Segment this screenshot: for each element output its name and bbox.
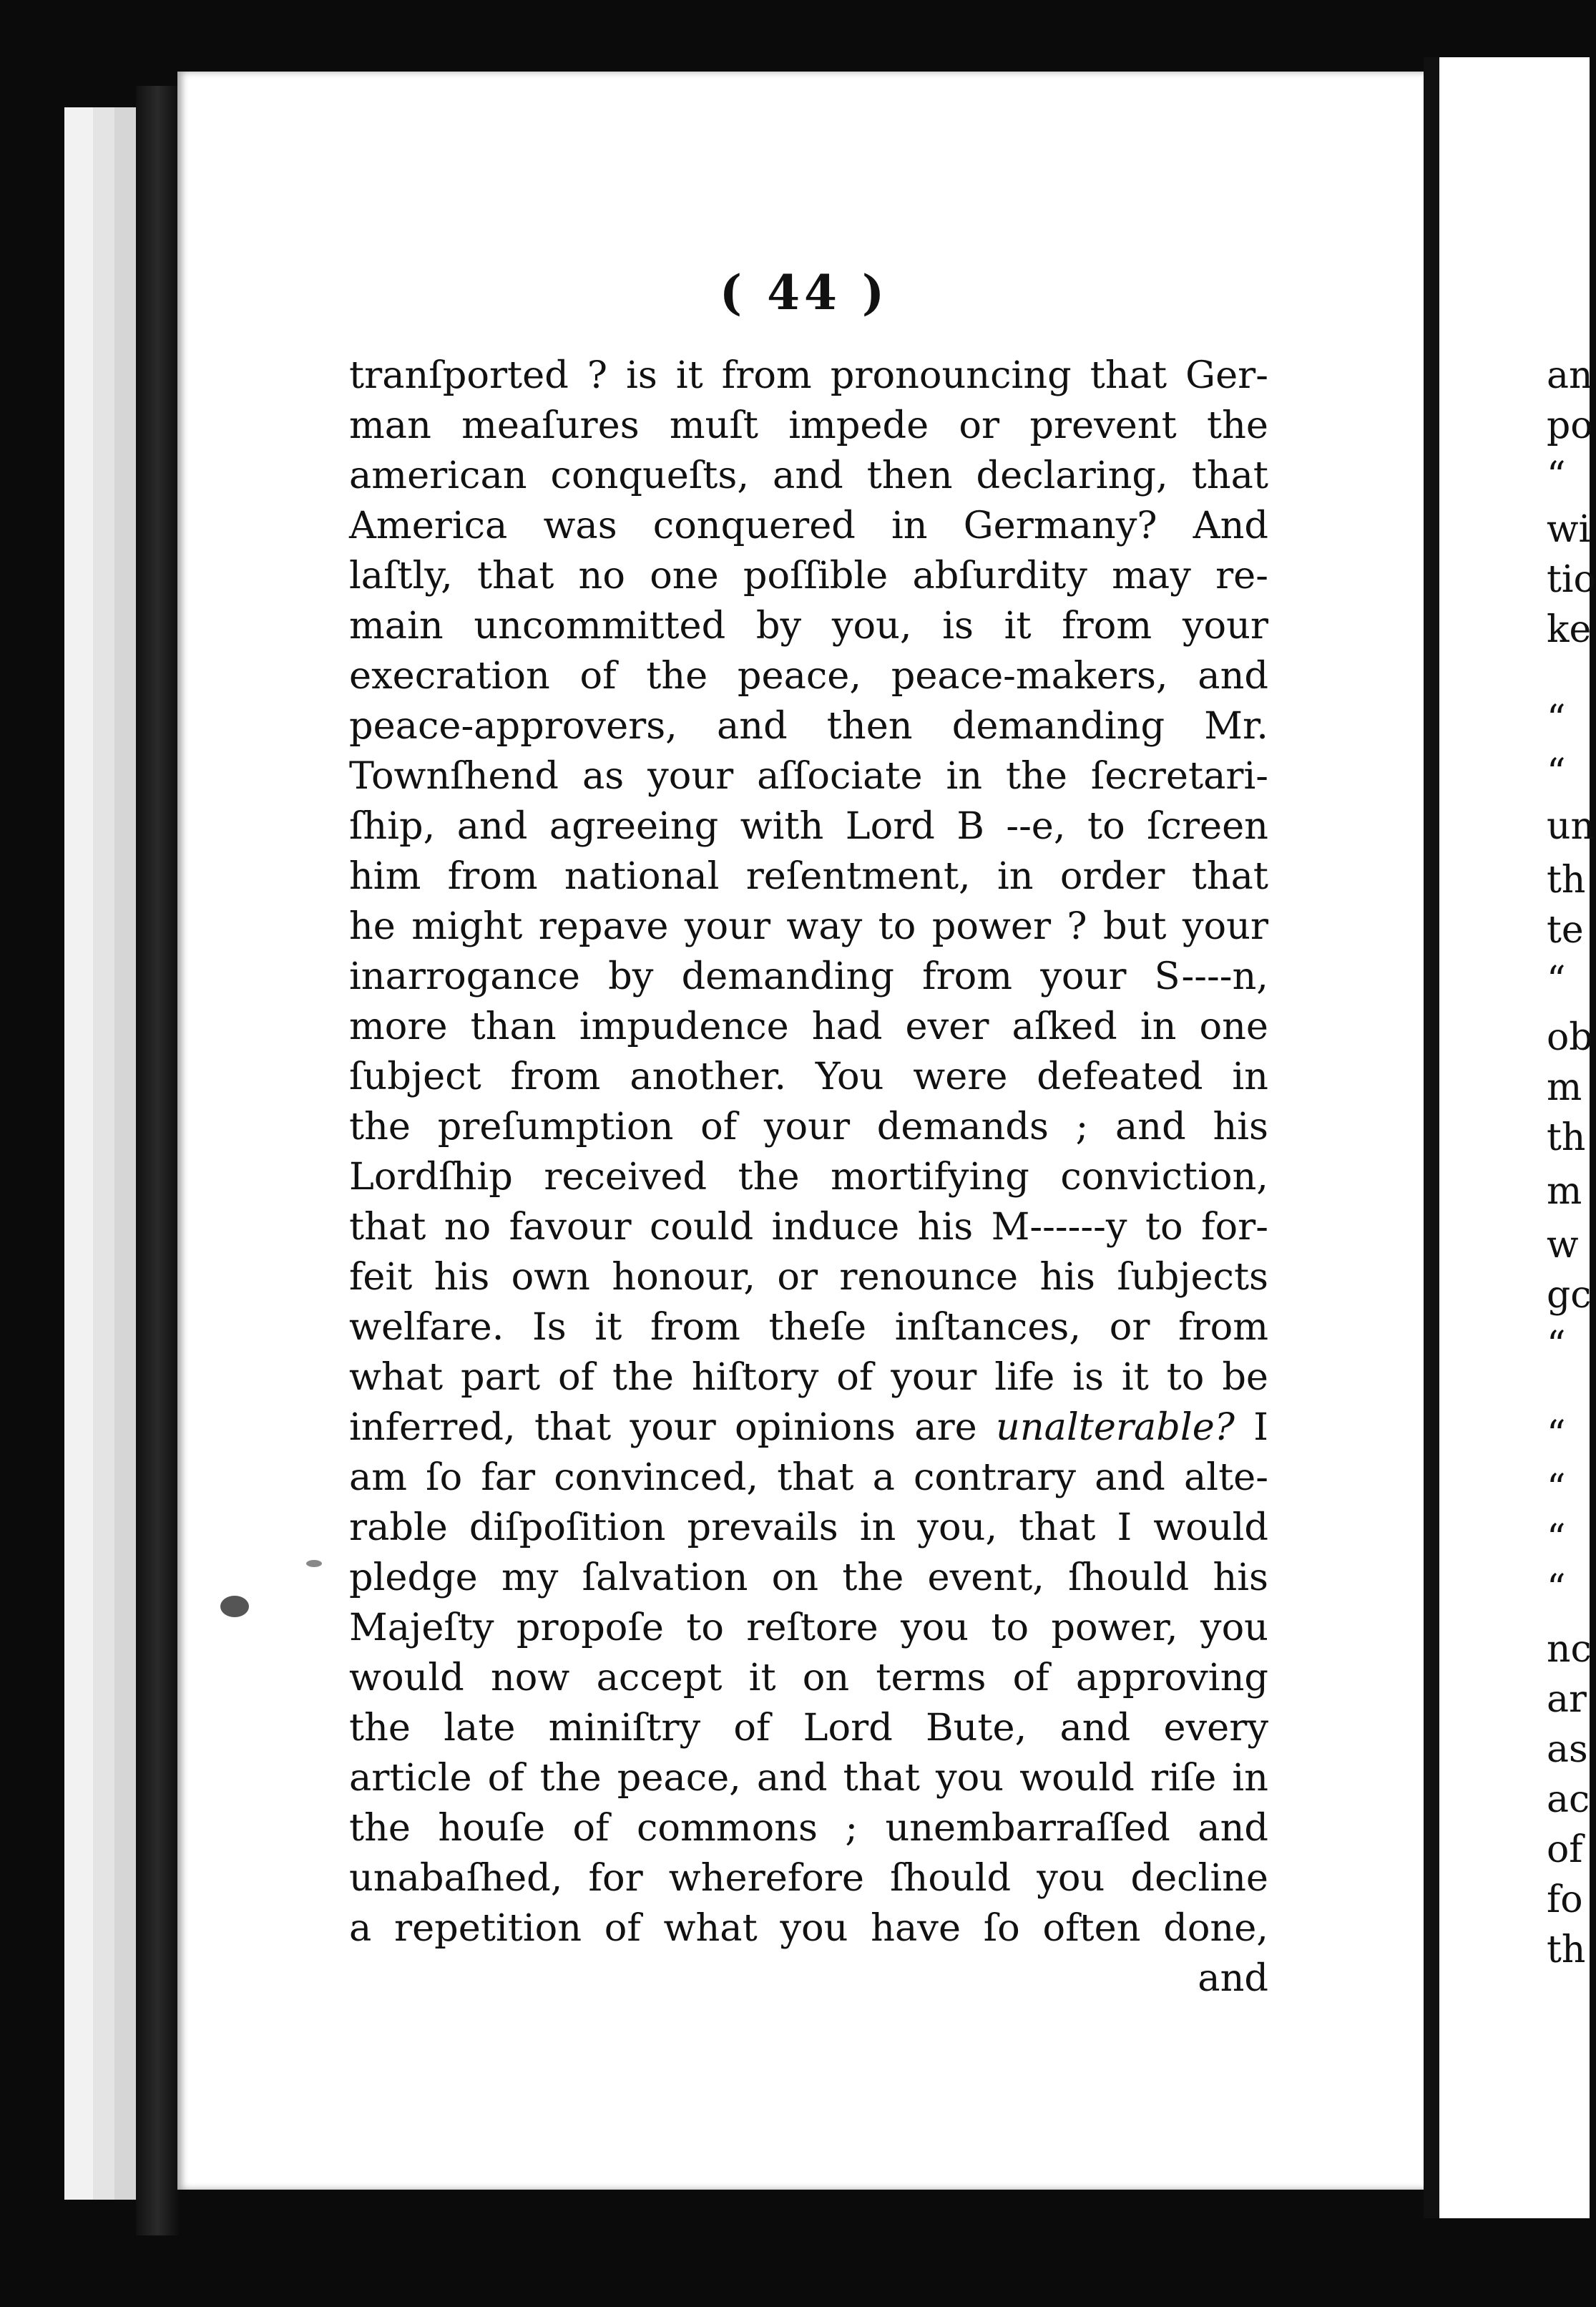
text-line: main uncommitted by you, is it from your	[349, 604, 1268, 648]
facing-text-fragment: fo	[1547, 1878, 1583, 1921]
catchword: and	[1198, 1956, 1268, 2000]
text-line: would now accept it on terms of approving	[349, 1656, 1268, 1699]
text-line: he might repave your way to power ? but your	[349, 904, 1268, 948]
text-line: laſtly, that no one poſſible abſurdity may re-	[349, 554, 1268, 598]
text-line: welfare. Is it from theſe inſtances, or from	[349, 1305, 1268, 1349]
facing-text-fragment: un	[1547, 805, 1595, 848]
scan-bottom-border	[0, 2193, 1590, 2307]
page-number-header: ( 44 )	[719, 265, 889, 321]
italic-word: unalterable?	[996, 1405, 1235, 1449]
text-line: peace-approvers, and then demanding Mr.	[349, 704, 1268, 748]
facing-text-fragment: th	[1547, 859, 1586, 902]
text-line: America was conquered in Germany? And	[349, 504, 1268, 547]
text-line: the houſe of commons ; unembarraſſed and	[349, 1806, 1268, 1850]
facing-text-fragment: m	[1547, 1170, 1582, 1213]
text-line: article of the peace, and that you would riſe in	[349, 1756, 1268, 1800]
book-binding	[136, 86, 179, 2235]
text-line: Lordſhip received the mortifying conviction,	[349, 1155, 1268, 1199]
text-line: Townſhend as your aſſociate in the ſecretari-	[349, 754, 1268, 798]
text-line: feit his own honour, or renounce his ſubjects	[349, 1255, 1268, 1299]
text-line-with-italic	[349, 1403, 1268, 1453]
facing-text-fragment: ob	[1547, 1016, 1593, 1059]
facing-text-fragment: ke	[1547, 608, 1592, 651]
facing-text-fragment: “	[1547, 1324, 1566, 1367]
text-line: rable diſpoſition prevails in you, that I would	[349, 1506, 1268, 1549]
text-line: ſubject from another. You were defeated in	[349, 1055, 1268, 1098]
text-line: a repetition of what you have ſo often done,	[349, 1906, 1268, 1950]
text-line: man meaſures muſt impede or prevent the	[349, 404, 1268, 447]
book-page	[177, 72, 1431, 2190]
text-line: pledge my ſalvation on the event, ſhould his	[349, 1556, 1268, 1599]
scan-top-border	[0, 0, 1590, 64]
text-line: Majeſty propoſe to reſtore you to power, you	[349, 1606, 1268, 1649]
facing-text-fragment: “	[1547, 751, 1566, 794]
text-line: am ſo far convinced, that a contrary and alte-	[349, 1455, 1268, 1499]
facing-text-fragment: “	[1547, 1467, 1566, 1510]
facing-text-fragment: w	[1547, 1224, 1579, 1267]
facing-text-fragment: th	[1547, 1116, 1586, 1159]
page-edge	[64, 107, 95, 2200]
text-line: ſhip, and agreeing with Lord B --e, to ſcreen	[349, 804, 1268, 848]
text-line: him from national reſentment, in order that	[349, 854, 1268, 898]
facing-text-fragment: th	[1547, 1928, 1586, 1971]
text-line: more than impudence had ever aſked in one	[349, 1005, 1268, 1048]
facing-text-fragment: gc	[1547, 1274, 1592, 1317]
text-line: execration of the peace, peace-makers, and	[349, 654, 1268, 698]
text-line: unabaſhed, for wherefore ſhould you decline	[349, 1856, 1268, 1900]
facing-text-fragment: ac	[1547, 1778, 1590, 1821]
text-line-end: I	[1253, 1405, 1268, 1449]
facing-text-fragment: “	[1547, 1567, 1566, 1610]
page-gutter	[1424, 57, 1439, 2218]
facing-text-fragment: “	[1547, 1517, 1566, 1560]
facing-text-fragment: ar	[1547, 1678, 1587, 1721]
facing-text-fragment: po	[1547, 404, 1593, 447]
facing-text-fragment: “	[1547, 454, 1566, 497]
facing-text-fragment: of	[1547, 1828, 1583, 1871]
text-line: the late miniſtry of Lord Bute, and every	[349, 1706, 1268, 1750]
text-line: what part of the hiſtory of your life is it to be	[349, 1355, 1268, 1399]
text-line: the preſumption of your demands ; and his	[349, 1105, 1268, 1148]
text-line: that no favour could induce his M------y to for-	[349, 1205, 1268, 1249]
page-text-block	[349, 351, 1268, 2004]
paper-blemish	[306, 1560, 322, 1567]
page-edge	[93, 107, 117, 2200]
facing-text-fragment: nc	[1547, 1628, 1592, 1671]
facing-page	[1439, 57, 1596, 2218]
text-line: tranſported ? is it from pronouncing that Ger-	[349, 353, 1268, 397]
facing-text-fragment: m	[1547, 1066, 1582, 1109]
facing-text-fragment: te	[1547, 909, 1584, 952]
facing-text-fragment: as	[1547, 1728, 1588, 1771]
facing-text-fragment: “	[1547, 959, 1566, 1002]
text-line: inarrogance by demanding from your S----n,	[349, 955, 1268, 998]
facing-text-fragment: “	[1547, 1413, 1566, 1456]
text-line: american conqueſts, and then declaring, that	[349, 454, 1268, 497]
facing-text-fragment: wi	[1547, 508, 1591, 551]
paper-blemish	[220, 1596, 249, 1617]
facing-text-fragment: an	[1547, 354, 1593, 397]
facing-text-fragment: “	[1547, 698, 1566, 741]
page-edge	[114, 107, 138, 2200]
text-line-start: inferred, that your opinions are	[349, 1405, 977, 1449]
facing-text-fragment: tio	[1547, 558, 1596, 601]
